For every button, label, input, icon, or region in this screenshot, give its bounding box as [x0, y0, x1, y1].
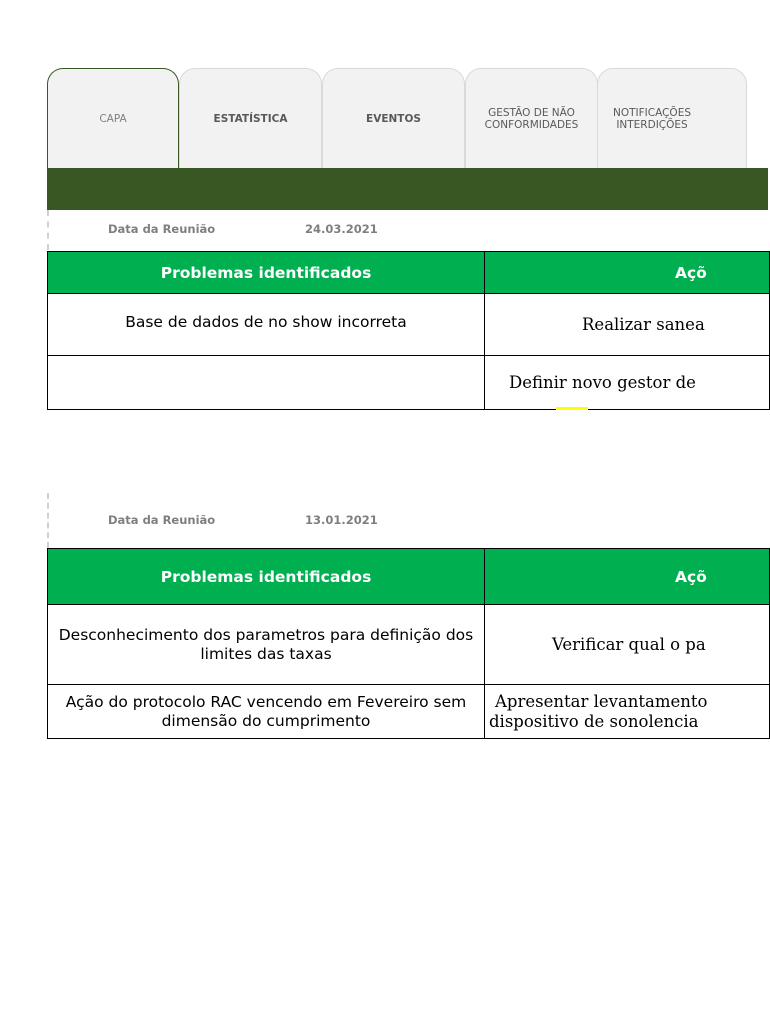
action-cell[interactable]: Realizar sanea: [485, 294, 770, 356]
meeting-date-label: Data da Reunião: [108, 222, 216, 236]
tab-notificacoes-label-line1: NOTIFICAÇÕES: [613, 107, 691, 119]
problem-cell[interactable]: [48, 356, 485, 410]
problem-cell[interactable]: Ação do protocolo RAC vencendo em Fevereiro sem dimensão do cumprimento: [48, 685, 485, 739]
tab-gestao-label-line2: CONFORMIDADES: [484, 119, 579, 131]
meeting-table-1: [47, 251, 707, 411]
problems-table: [47, 548, 770, 739]
tab-eventos[interactable]: [322, 68, 465, 169]
tab-capa[interactable]: [47, 68, 179, 169]
action-cell[interactable]: Verificar qual o pa: [485, 605, 770, 685]
table-header-row: [48, 549, 770, 605]
problem-cell[interactable]: Base de dados de no show incorreta: [48, 294, 485, 356]
problem-cell[interactable]: Desconhecimento dos parametros para definição dos limites das taxas: [48, 605, 485, 685]
table-header-row: [48, 252, 770, 294]
action-cell[interactable]: Definir novo gestor de: [485, 356, 770, 410]
highlight-mark: [556, 407, 588, 410]
tab-notificacoes-label: [613, 107, 691, 131]
meeting-date: 24.03.2021: [305, 222, 378, 236]
tab-notificacoes-interdicoes[interactable]: [597, 68, 747, 169]
section-divider: [47, 493, 49, 548]
problems-column-header: Problemas identificados: [48, 549, 485, 605]
tab-gestao-nao-conformidades[interactable]: [465, 68, 598, 169]
table-row: [48, 356, 770, 410]
meeting-date-label: Data da Reunião: [108, 513, 216, 527]
table-row: [48, 685, 770, 739]
meeting-table-2: [47, 548, 708, 740]
actions-column-header: Açõ: [485, 549, 770, 605]
actions-column-header: Açõ: [485, 252, 770, 294]
problems-table: [47, 251, 770, 410]
tab-capa-label: CAPA: [99, 113, 127, 125]
meeting-date: 13.01.2021: [305, 513, 378, 527]
action-cell[interactable]: [485, 685, 770, 739]
table-row: [48, 605, 770, 685]
table-row: [48, 294, 770, 356]
tab-estatistica[interactable]: [179, 68, 322, 169]
section-divider: [47, 210, 49, 250]
tab-notificacoes-label-line2: INTERDIÇÕES: [616, 119, 688, 131]
problems-column-header: Problemas identificados: [48, 252, 485, 294]
tab-eventos-label: EVENTOS: [366, 113, 421, 125]
tab-bar: [47, 68, 701, 169]
action-line: Apresentar levantamento: [495, 691, 708, 711]
tab-estatistica-label: ESTATÍSTICA: [213, 113, 288, 125]
action-line: dispositivo de sonolencia: [489, 711, 699, 731]
tab-gestao-label-line1: GESTÃO DE NÃO: [488, 107, 575, 119]
header-band: [47, 168, 768, 210]
tab-gestao-label: [485, 107, 579, 131]
